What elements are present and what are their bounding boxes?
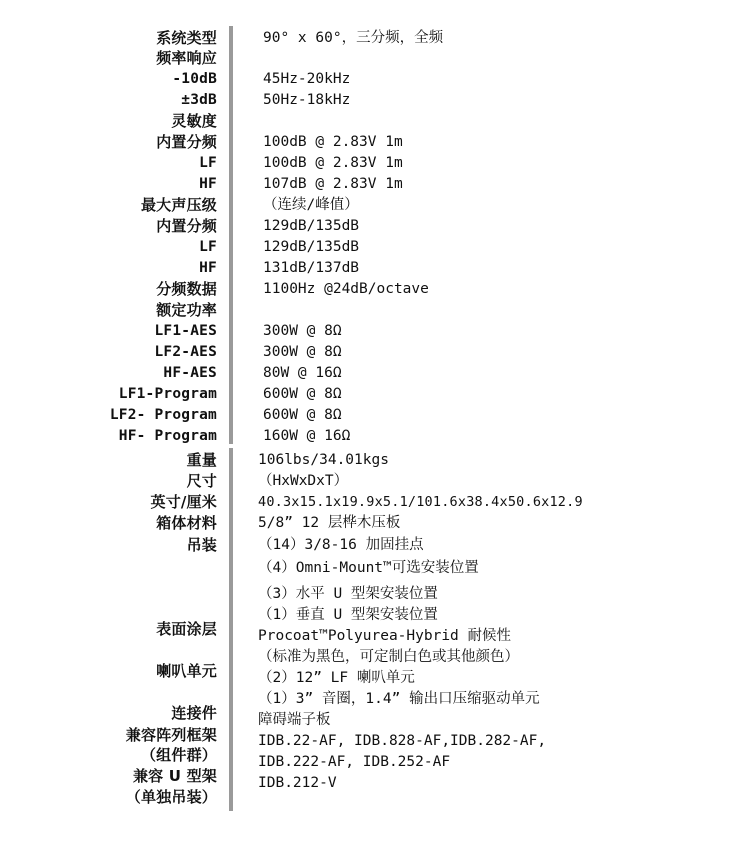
spec-label: 吊装 <box>186 536 217 554</box>
spec-label: LF2- Program <box>109 407 217 423</box>
spec-value: 129dB/135dB <box>263 218 360 234</box>
spec-row <box>0 258 750 279</box>
spec-value: 障碍端子板 <box>258 712 331 728</box>
spec-row <box>0 342 750 363</box>
spec-label: 内置分频 <box>156 133 217 151</box>
spec-value: 40.3x15.1x19.9x5.1/101.6x38.4x50.6x12.9 <box>258 494 583 510</box>
spec-row <box>0 28 750 49</box>
spec-value: 107dB @ 2.83V 1m <box>263 176 403 192</box>
spec-row <box>0 321 750 342</box>
spec-label: 额定功率 <box>156 301 217 319</box>
spec-label: LF <box>199 155 217 171</box>
spec-value: （2）12” LF 喇叭单元 <box>258 670 415 686</box>
spec-label: 重量 <box>186 451 217 469</box>
spec-value: 5/8” 12 层桦木压板 <box>258 515 401 531</box>
spec-row <box>0 668 750 689</box>
spec-label: 频率响应 <box>156 49 217 67</box>
spec-label: 系统类型 <box>156 29 217 47</box>
spec-row <box>0 626 750 647</box>
spec-label: HF <box>199 260 217 276</box>
spec-label: 兼容阵列框架 <box>125 726 217 744</box>
spec-label: （单独吊装） <box>125 788 217 806</box>
spec-value: （标准为黑色，可定制白色或其他颜色） <box>258 649 519 665</box>
spec-value: 300W @ 8Ω <box>263 344 342 360</box>
spec-label: -10dB <box>172 71 217 87</box>
spec-label: 箱体材料 <box>156 514 217 532</box>
spec-row <box>0 216 750 237</box>
spec-row <box>0 471 750 492</box>
spec-row <box>0 237 750 258</box>
spec-label: 喇叭单元 <box>156 662 217 680</box>
spec-row <box>0 69 750 90</box>
spec-value: 131dB/137dB <box>263 260 360 276</box>
spec-value: 600W @ 8Ω <box>263 407 342 423</box>
spec-label: （组件群） <box>140 746 217 764</box>
spec-row <box>0 300 750 321</box>
spec-label: 尺寸 <box>186 472 217 490</box>
spec-value: IDB.222-AF, IDB.252-AF <box>258 754 451 770</box>
spec-row <box>0 513 750 534</box>
spec-row <box>0 384 750 405</box>
spec-value: 106lbs/34.01kgs <box>258 452 389 468</box>
spec-value: 45Hz-20kHz <box>263 71 351 87</box>
spec-row <box>0 279 750 300</box>
spec-value: （连续/峰值） <box>263 197 359 213</box>
spec-row <box>0 450 750 471</box>
spec-label: LF <box>199 239 217 255</box>
spec-label: 内置分频 <box>156 217 217 235</box>
spec-row <box>0 48 750 69</box>
spec-value: 90° x 60°，三分频，全频 <box>263 30 444 46</box>
spec-value: 600W @ 8Ω <box>263 386 342 402</box>
spec-row <box>0 195 750 216</box>
spec-value: 80W @ 16Ω <box>263 365 342 381</box>
spec-value: （4）Omni-Mount™可选安装位置 <box>258 560 479 576</box>
spec-value: （3）水平 U 型架安装位置 <box>258 586 438 602</box>
spec-row <box>0 90 750 111</box>
spec-label: LF1-Program <box>118 386 217 402</box>
spec-value: 300W @ 8Ω <box>263 323 342 339</box>
spec-row <box>0 584 750 605</box>
spec-row <box>0 426 750 447</box>
spec-value: 160W @ 16Ω <box>263 428 351 444</box>
spec-value: IDB.22-AF, IDB.828-AF,IDB.282-AF, <box>258 733 547 749</box>
spec-row <box>0 153 750 174</box>
spec-row <box>0 405 750 426</box>
spec-label: 分频数据 <box>156 280 217 298</box>
spec-label: HF <box>199 176 217 192</box>
spec-label: 兼容 U 型架 <box>132 767 217 785</box>
spec-row <box>0 132 750 153</box>
spec-value: （14）3/8-16 加固挂点 <box>258 537 424 553</box>
spec-label: 表面涂层 <box>156 620 217 638</box>
spec-row <box>0 492 750 513</box>
spec-label: LF2-AES <box>154 344 217 360</box>
spec-value: 100dB @ 2.83V 1m <box>263 155 403 171</box>
spec-label: LF1-AES <box>154 323 217 339</box>
spec-value: （1）垂直 U 型架安装位置 <box>258 607 438 623</box>
spec-label: ±3dB <box>181 92 217 108</box>
spec-value: 100dB @ 2.83V 1m <box>263 134 403 150</box>
spec-label: HF- Program <box>118 428 217 444</box>
spec-value: 1100Hz @24dB/octave <box>263 281 429 297</box>
spec-value: （1）3” 音圈，1.4” 输出口压缩驱动单元 <box>258 691 540 707</box>
spec-label: 英寸/厘米 <box>150 493 217 511</box>
spec-label: 灵敏度 <box>171 112 217 130</box>
spec-row <box>0 558 750 579</box>
spec-row <box>0 535 750 556</box>
spec-label: 连接件 <box>171 704 217 722</box>
spec-value: Procoat™Polyurea-Hybrid 耐候性 <box>258 628 512 644</box>
spec-row <box>0 363 750 384</box>
spec-value: 50Hz-18kHz <box>263 92 351 108</box>
spec-row <box>0 174 750 195</box>
spec-label: HF-AES <box>163 365 217 381</box>
spec-row <box>0 111 750 132</box>
spec-value: IDB.212-V <box>258 775 337 791</box>
spec-label: 最大声压级 <box>140 196 217 214</box>
spec-value: 129dB/135dB <box>263 239 360 255</box>
spec-row <box>0 773 750 806</box>
spec-value: （HxWxDxT） <box>258 473 349 489</box>
